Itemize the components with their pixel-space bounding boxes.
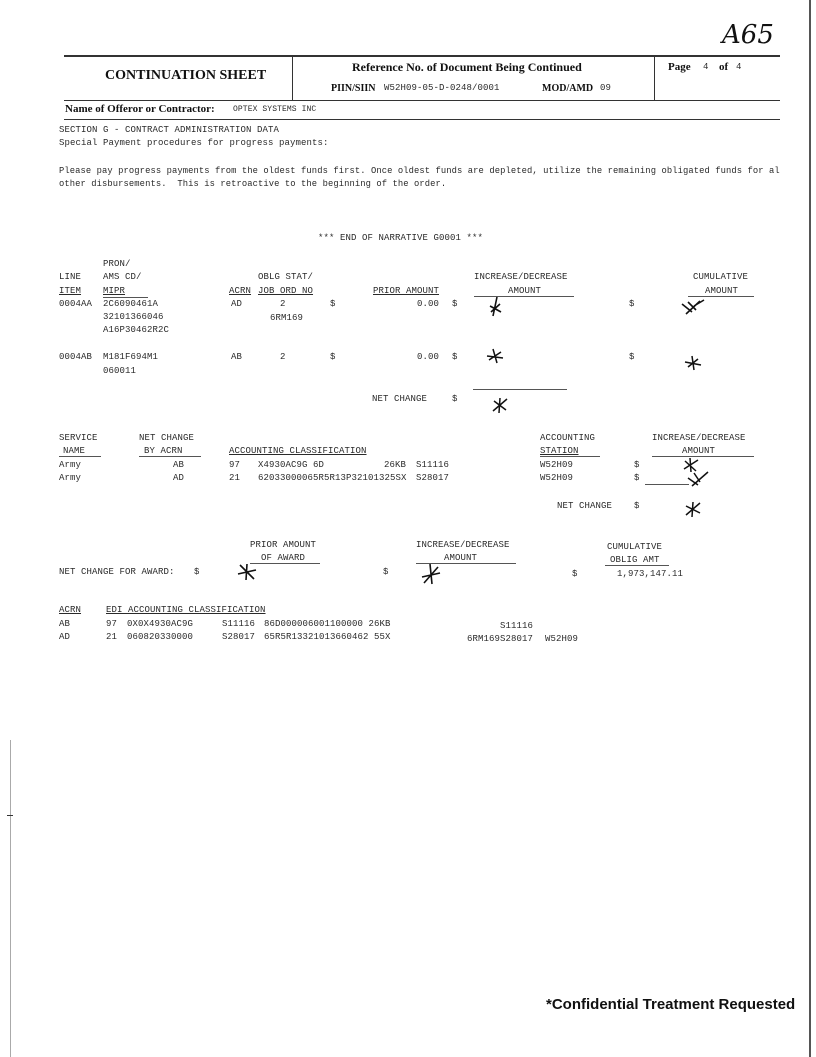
mod-value: 09 [600, 83, 612, 93]
hdr-job-ord: JOB ORD NO [258, 286, 314, 296]
redaction-mark [236, 563, 258, 581]
redaction-mark [485, 348, 505, 364]
hdr-increase-decrease: INCREASE/DECREASE [474, 272, 568, 282]
header-bottom-rule [64, 119, 780, 120]
redaction-mark [487, 296, 505, 318]
award-prior-underline [250, 563, 320, 564]
hdr-by-acrn: BY ACRN [144, 446, 183, 456]
oblg-stat-value: 2 [280, 299, 286, 309]
edi-accounting-header: EDI ACCOUNTING CLASSIFICATION [106, 605, 266, 615]
payment-paragraph-line-1: Please pay progress payments from the oldest funds first. Once oldest funds are depleted, utilize the remaining obligated funds for al [59, 166, 780, 176]
service-station: W52H09 [540, 460, 574, 470]
hdr-net-change: NET CHANGE [139, 433, 195, 443]
acrn-value: AD [231, 299, 243, 309]
edi-field-c: 86D000006001100000 26KB [264, 619, 391, 629]
mod-label: MOD/AMD [542, 83, 594, 94]
oblg-stat-value: 2 [280, 352, 286, 362]
prior-amount-value: 0.00 [417, 299, 440, 309]
award-oblig-underline [605, 565, 669, 566]
service-station: W52H09 [540, 473, 574, 483]
hdr-line: LINE [59, 272, 82, 282]
prior-currency: $ [330, 299, 336, 309]
hdr-service: SERVICE [59, 433, 98, 443]
edi-field-d: 6RM169S28017 [467, 634, 534, 644]
hdr-svc-increase-decrease: INCREASE/DECREASE [652, 433, 746, 443]
end-of-narrative: *** END OF NARRATIVE G0001 *** [318, 233, 484, 243]
service-accounting: X4930AC9G 6D [258, 460, 325, 470]
continuation-sheet-title: CONTINUATION SHEET [105, 68, 267, 83]
edi-field-c: 65R5R13321013660462 55X [264, 632, 391, 642]
page-number: 4 [703, 62, 709, 72]
hdr-accounting-classification: ACCOUNTING CLASSIFICATION [229, 446, 367, 456]
edi-field-d: S11116 [500, 621, 534, 631]
edi-acrn: AB [59, 619, 71, 629]
incdec-currency: $ [452, 299, 458, 309]
hdr-station: STATION [540, 446, 579, 456]
left-edge-line [10, 740, 11, 1057]
award-cumulative-header: CUMULATIVE [607, 542, 663, 552]
award-incdec-header: INCREASE/DECREASE [416, 540, 510, 550]
hdr-svc-amount: AMOUNT [682, 446, 716, 456]
redaction-mark [680, 298, 706, 316]
payment-paragraph-line-2: other disbursements. This is retroactive to the beginning of the order. [59, 179, 447, 189]
service-code: 97 [229, 460, 241, 470]
hdr-item: ITEM [59, 286, 82, 296]
piin-value: W52H09-05-D-0248/0001 [384, 83, 500, 93]
header-top-rule [64, 55, 780, 57]
cumulative-oblig-amount: 1,973,147.11 [617, 569, 684, 579]
redaction-mark [420, 563, 442, 585]
page-total: 4 [736, 62, 742, 72]
line-item-number: 0004AB [59, 352, 93, 362]
redaction-mark [683, 355, 703, 371]
edi-code: 97 [106, 619, 118, 629]
service-name: Army [59, 460, 82, 470]
service-currency: $ [634, 473, 640, 483]
hdr-by-acrn-underline [139, 456, 201, 457]
award-currency-2: $ [383, 567, 389, 577]
hdr-cum-underline [688, 296, 754, 297]
service-suffix: S11116 [416, 460, 450, 470]
net-change-label: NET CHANGE [372, 394, 428, 404]
offeror-value: OPTEX SYSTEMS INC [233, 105, 317, 114]
confidential-notice: *Confidential Treatment Requested [546, 996, 796, 1013]
hdr-mipr: MIPR [103, 286, 126, 296]
section-title: SECTION G - CONTRACT ADMINISTRATION DATA [59, 125, 280, 135]
hdr-station-underline [540, 456, 600, 457]
header-divider-2 [654, 56, 655, 100]
hdr-inc-amount: AMOUNT [508, 286, 542, 296]
service-currency: $ [634, 460, 640, 470]
edi-field-e: W52H09 [545, 634, 579, 644]
acrn-value: AB [231, 352, 243, 362]
award-currency-1: $ [194, 567, 200, 577]
edi-code: 21 [106, 632, 118, 642]
cum-currency: $ [629, 352, 635, 362]
edi-acrn: AD [59, 632, 71, 642]
service-net-change-currency: $ [634, 501, 640, 511]
left-edge-tick [7, 815, 13, 816]
hdr-acrn: ACRN [229, 286, 252, 296]
edi-field-a: 0X0X4930AC9G [127, 619, 194, 629]
page-label: Page [668, 61, 691, 73]
edi-acrn-header: ACRN [59, 605, 82, 615]
hdr-pron: PRON/ [103, 259, 131, 269]
hdr-service-name: NAME [63, 446, 86, 456]
header-mid-rule [64, 100, 780, 101]
reference-label: Reference No. of Document Being Continued [352, 60, 582, 74]
hdr-ams-cd: AMS CD/ [103, 272, 142, 282]
hdr-accounting-station: ACCOUNTING [540, 433, 596, 443]
pron-line-1: 2C6090461A [103, 299, 159, 309]
service-suffix: S28017 [416, 473, 450, 483]
piin-label: PIIN/SIIN [331, 83, 376, 94]
hdr-mipr-underline [103, 297, 148, 298]
pron-line-2: 060011 [103, 366, 137, 376]
pron-line-2: 32101366046 [103, 312, 164, 322]
award-of-award-header: OF AWARD [261, 553, 306, 563]
service-acrn: AB [173, 460, 185, 470]
hdr-cum-amount: AMOUNT [705, 286, 739, 296]
service-code: 21 [229, 473, 241, 483]
award-label: NET CHANGE FOR AWARD: [59, 567, 175, 577]
page-of-label: of [719, 61, 729, 73]
edi-field-a: 060820330000 [127, 632, 194, 642]
net-change-rule [473, 389, 567, 390]
edi-field-b: S11116 [222, 619, 256, 629]
incdec-currency: $ [452, 352, 458, 362]
award-currency-3: $ [572, 569, 578, 579]
handwritten-page-mark: A65 [722, 20, 774, 50]
hdr-cumulative: CUMULATIVE [693, 272, 749, 282]
award-prior-header: PRIOR AMOUNT [250, 540, 317, 550]
pron-line-1: M181F694M1 [103, 352, 159, 362]
pron-line-3: A16P30462R2C [103, 325, 170, 335]
hdr-oblg-stat: OBLG STAT/ [258, 272, 314, 282]
service-extra: 26KB [384, 460, 407, 470]
service-accounting: 62033000065R5R13P32101325SX [258, 473, 407, 483]
service-name: Army [59, 473, 82, 483]
section-subtitle: Special Payment procedures for progress payments: [59, 138, 329, 148]
redaction-mark [490, 396, 510, 414]
award-oblig-amt-header: OBLIG AMT [610, 555, 660, 565]
service-amount-rule [645, 484, 689, 485]
offeror-label: Name of Offeror or Contractor: [65, 103, 215, 115]
job-ord-value: 6RM169 [270, 313, 304, 323]
service-acrn: AD [173, 473, 185, 483]
header-divider-1 [292, 56, 293, 100]
line-item-number: 0004AA [59, 299, 93, 309]
award-incdec-amount-header: AMOUNT [444, 553, 478, 563]
hdr-prior-amount: PRIOR AMOUNT [373, 286, 440, 296]
service-net-change-label: NET CHANGE [557, 501, 613, 511]
right-edge-border [809, 0, 811, 1057]
hdr-svc-amount-underline [652, 456, 754, 457]
net-change-currency: $ [452, 394, 458, 404]
prior-amount-value: 0.00 [417, 352, 440, 362]
redaction-mark [683, 500, 703, 518]
prior-currency: $ [330, 352, 336, 362]
hdr-service-underline [59, 456, 101, 457]
cum-currency: $ [629, 299, 635, 309]
redaction-mark [686, 470, 710, 488]
edi-field-b: S28017 [222, 632, 256, 642]
